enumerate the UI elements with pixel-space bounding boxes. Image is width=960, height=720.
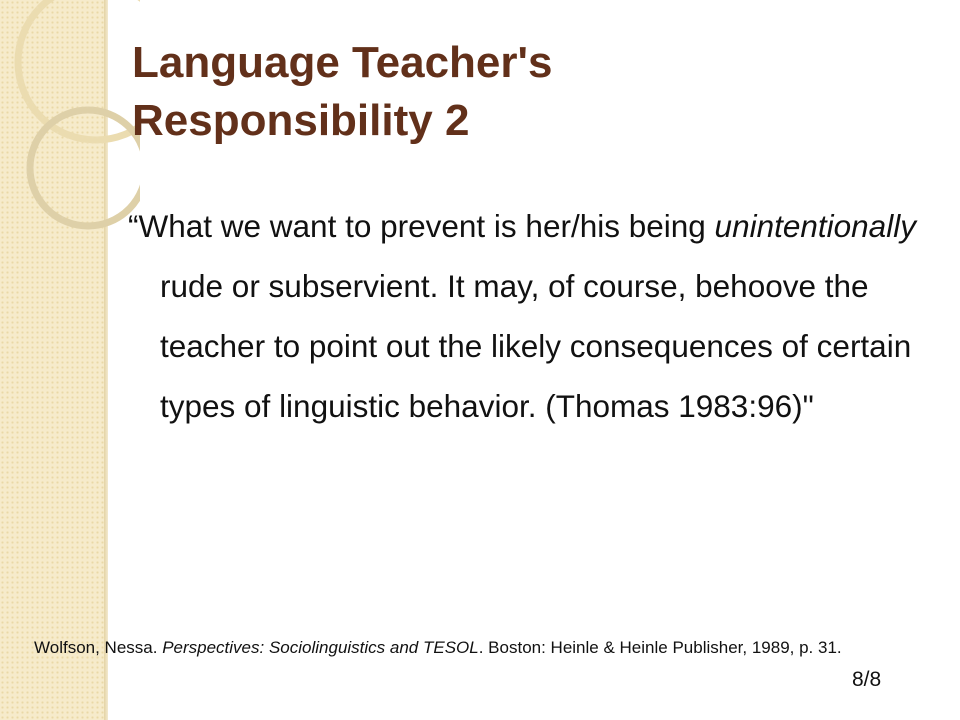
slide-title-line-1: Language Teacher's <box>132 38 553 87</box>
decorative-ring-bottom <box>30 110 140 226</box>
quote-paragraph <box>128 196 960 436</box>
quote-text-start: What we want to prevent is her/his being <box>138 208 715 244</box>
citation-details: . Boston: Heinle & Heinle Publisher, 1989, p. 31. <box>478 638 842 657</box>
citation-author: Wolfson, Nessa. <box>34 638 163 657</box>
slide-title <box>132 34 912 150</box>
citation-work-title: Perspectives: Sociolinguistics and TESOL <box>162 638 479 657</box>
decorative-rings <box>0 0 140 260</box>
quote-open-mark: “ <box>128 208 139 244</box>
quote-emphasis: unintentionally <box>714 208 916 244</box>
slide-page-number: 8/8 <box>852 668 882 691</box>
quote-text-end: rude or subservient. It may, of course, behoove the teacher to point out the likely consequences of certain types of linguistic behavior. (Thomas 1983:96)" <box>160 268 912 424</box>
citation <box>34 636 854 660</box>
slide-title-line-2: Responsibility 2 <box>132 96 470 145</box>
